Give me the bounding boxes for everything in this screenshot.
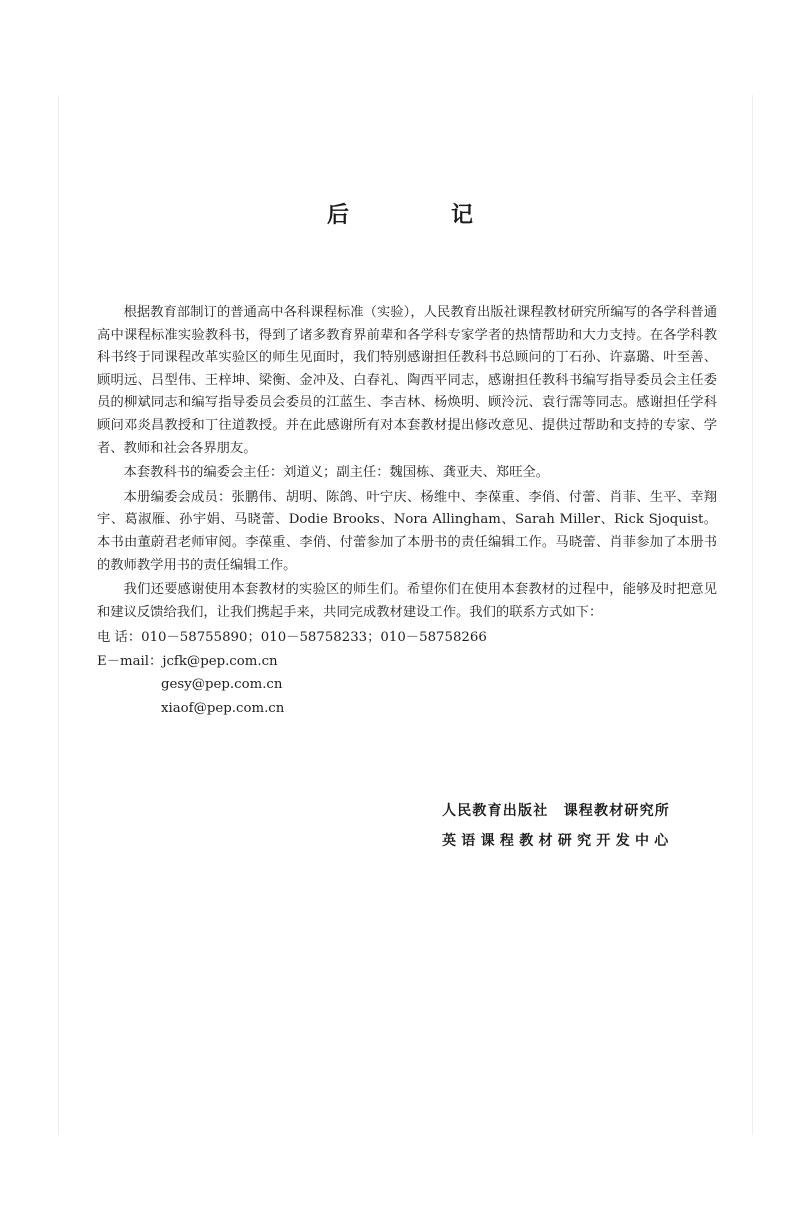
phone-numbers: 010－58755890；010－58758233；010－58758266 (141, 630, 487, 646)
signature-center: 英语课程教材研究开发中心 (442, 833, 674, 849)
paragraph-volume-members: 本册编委会成员：张鹏伟、胡明、陈鸽、叶宁庆、杨维中、李葆重、李俏、付蕾、肖菲、生平、幸翔宇、葛淑雁、孙宇娟、马晓蕾、Dodie Brooks、Nora Allingham、Sarah Miller、Rick Sjoquist。本书由董蔚君老师审阅。李葆重、李俏、付蕾参加了本册书的责任编辑工作。马晓蕾、肖菲参加了本册书的教师教学用书的责任编辑工作。 (97, 489, 717, 573)
signature-publisher: 人民教育出版社 课程教材研究所 (442, 803, 670, 819)
paragraph-editorial-board: 本套教科书的编委会主任：刘道义；副主任：魏国栋、龚亚夫、郑旺全。 (123, 465, 550, 481)
email-address[interactable]: xiaof@pep.com.cn (161, 700, 285, 716)
email-address[interactable]: jcfk@pep.com.cn (162, 653, 278, 669)
scan-edge-right (752, 95, 753, 1135)
signature-block (442, 796, 742, 856)
phone-label: 电 话： (97, 630, 142, 646)
paragraph-acknowledgement: 根据教育部制订的普通高中各科课程标准（实验），人民教育出版社课程教材研究所编写的各学科普通高中课程标准实验教科书，得到了诸多教育界前辈和各学科专家学者的热情帮助和大力支持。在各学科教科书终于同课程改革实验区的师生见面时，我们特别感谢担任教科书总顾问的丁石孙、许嘉璐、叶至善、顾明远、吕型伟、王梓坤、梁衡、金冲及、白春礼、陶西平同志，感谢担任教科书编写指导委员会主任委员的柳斌同志和编写指导委员会委员的江蓝生、李吉林、杨焕明、顾泠沅、袁行霈等同志。感谢担任学科顾问邓炎昌教授和丁往道教授。并在此感谢所有对本套教材提出修改意见、提供过帮助和支持的专家、学者、教师和社会各界朋友。 (97, 305, 717, 456)
email-label: E－mail： (97, 653, 163, 669)
paragraph-thanks-users: 我们还要感谢使用本套教材的实验区的师生们。希望你们在使用本套教材的过程中，能够及时把意见和建议反馈给我们，让我们携起手来，共同完成教材建设工作。我们的联系方式如下： (97, 582, 717, 620)
email-address[interactable]: gesy@pep.com.cn (161, 677, 283, 693)
email-line (97, 697, 717, 721)
page-title: 后 记 (326, 202, 513, 228)
scan-edge-left (58, 95, 59, 1135)
document-body (97, 302, 717, 720)
phone-line (97, 626, 717, 650)
email-line (97, 650, 717, 674)
email-line (97, 673, 717, 697)
